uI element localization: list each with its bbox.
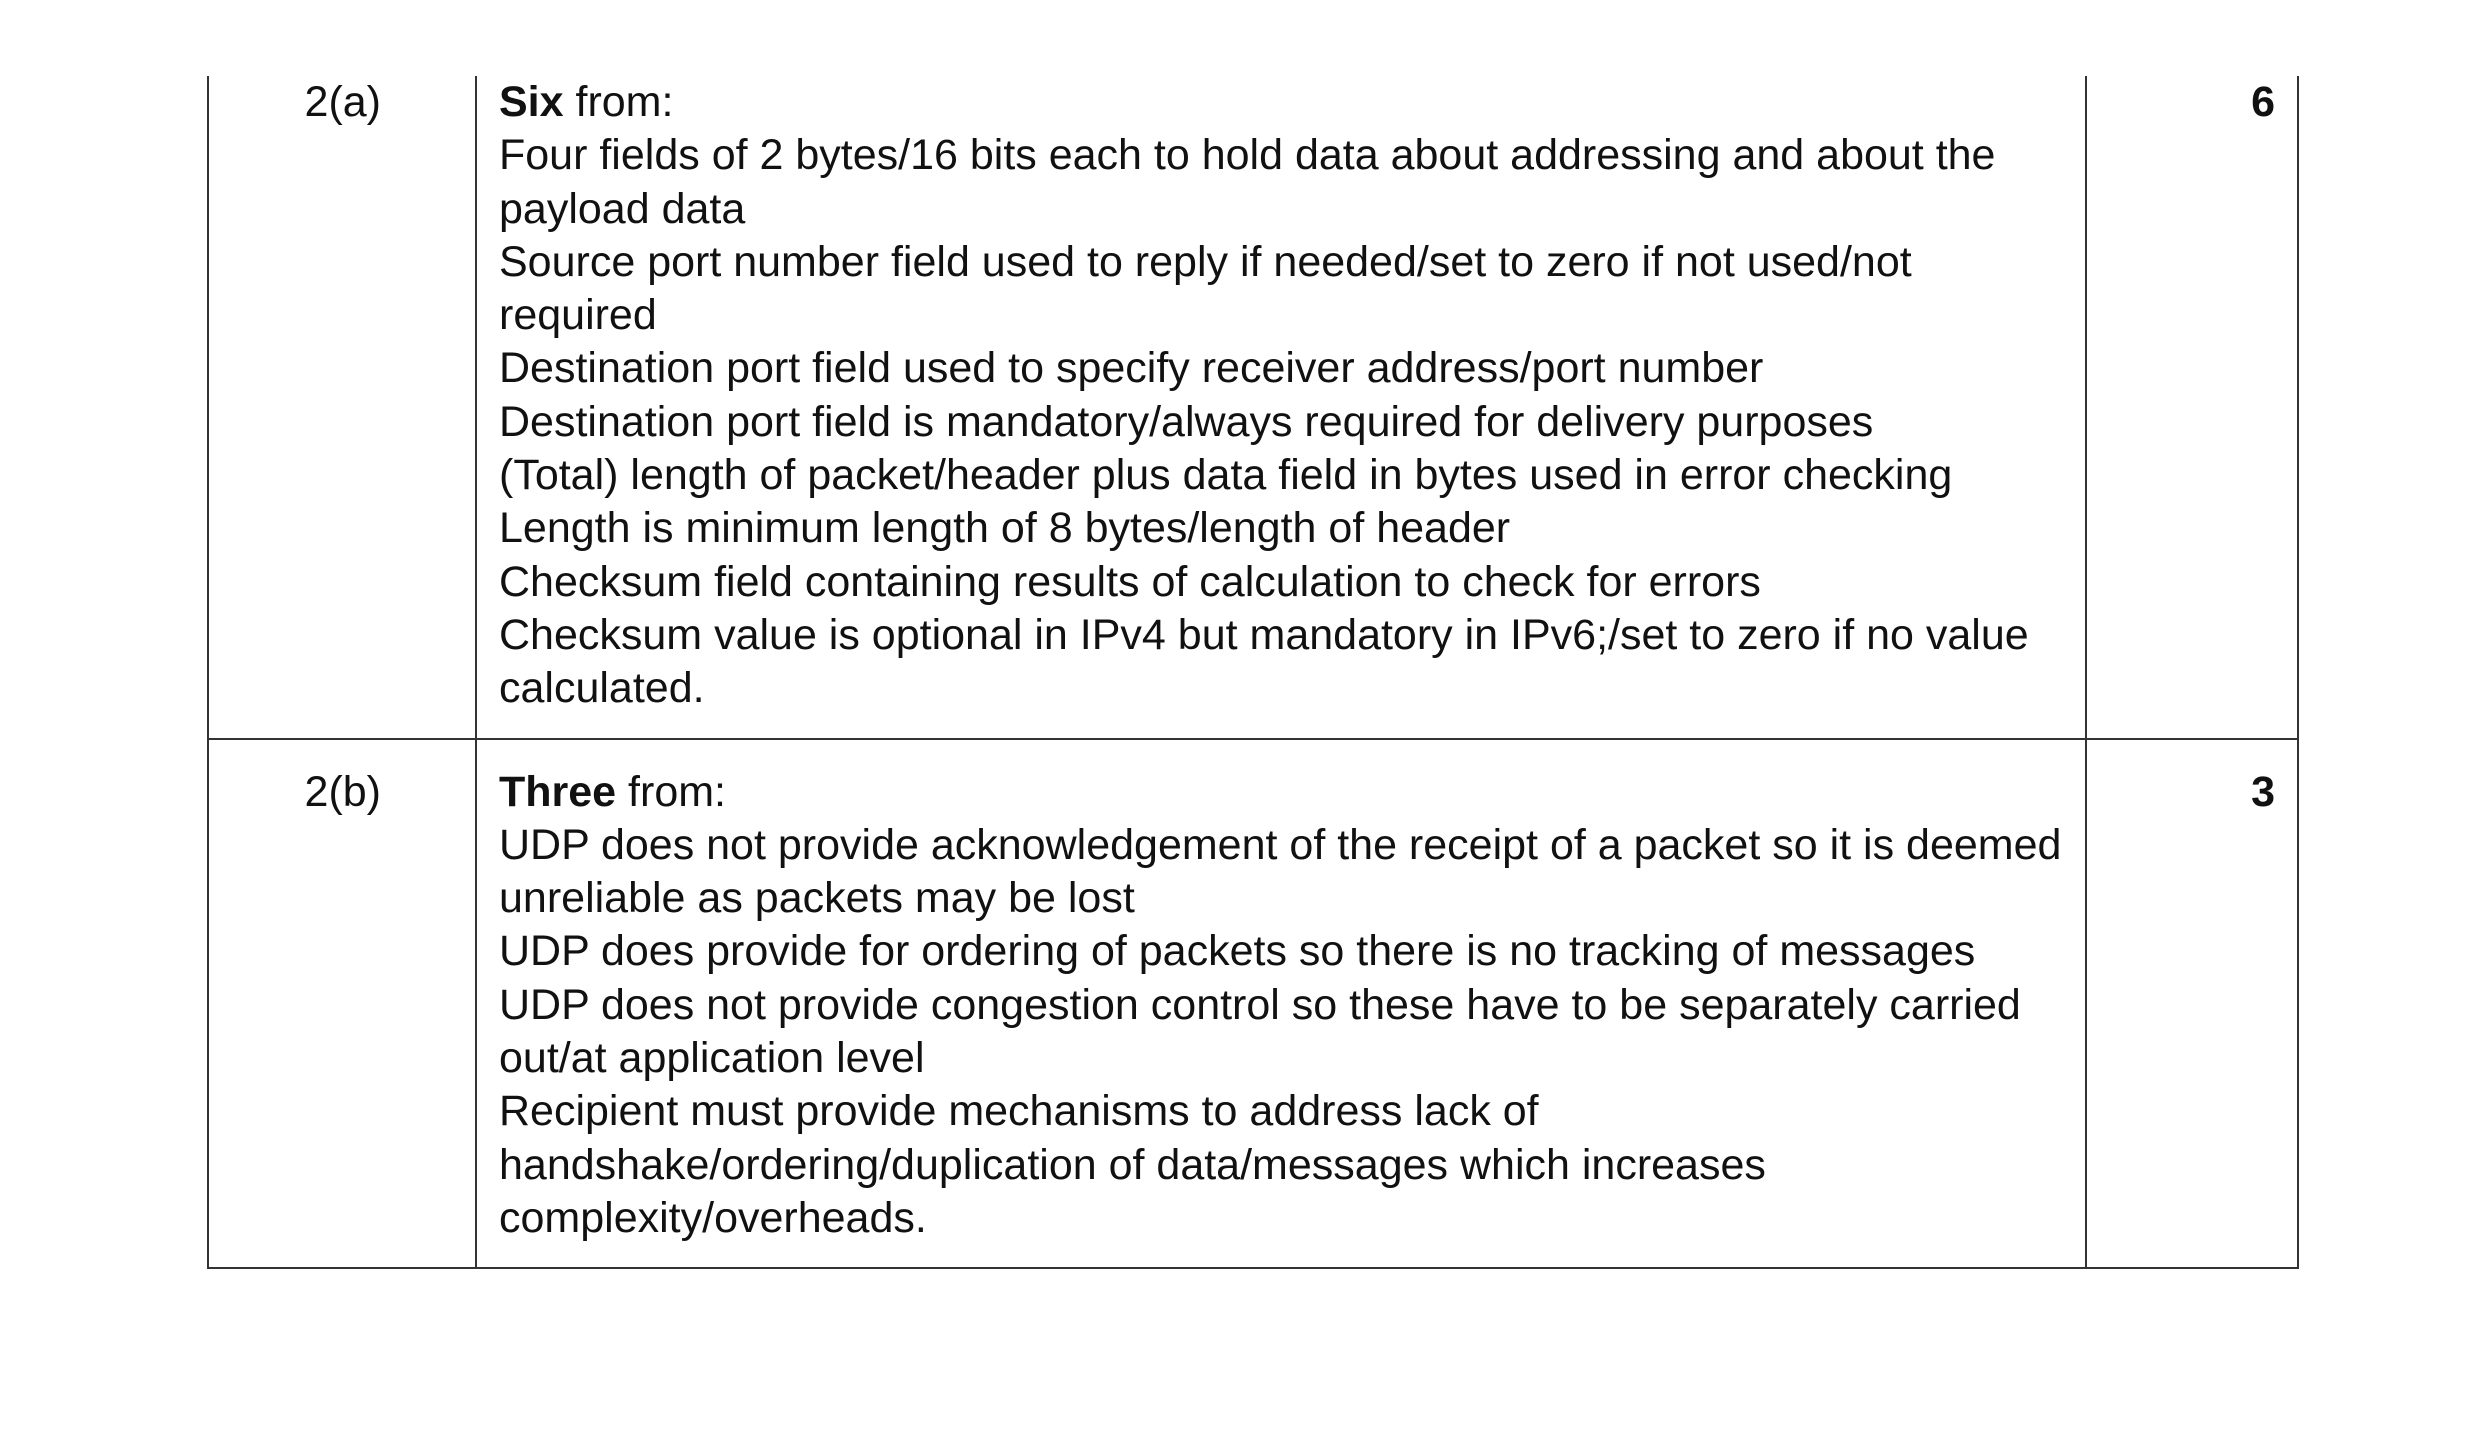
answer-point: Destination port field used to specify receiver address/port number (499, 344, 1764, 393)
answer-point: (Total) length of packet/header plus data field in bytes used in error checking (499, 451, 1953, 500)
answer-intro-count: Six (499, 78, 564, 126)
answer-point: Length is minimum length of 8 bytes/length of header (499, 504, 1511, 553)
answer-point: Source port number field used to reply if needed/set to zero if not used/not required (499, 237, 1912, 340)
table-row-2b (208, 739, 2298, 1269)
answer-intro-rest: from: (616, 767, 727, 816)
answer-intro-rest: from: (563, 78, 674, 126)
answer-intro-count: Three (499, 767, 617, 816)
marks-value: 6 (2086, 76, 2298, 739)
answer-point: Recipient must provide mechanisms to address lack of handshake/ordering/duplication of data/messages which increases complexity/overheads. (499, 1087, 1766, 1242)
question-number: 2(b) (208, 739, 476, 1269)
answer-point: Checksum value is optional in IPv4 but mandatory in IPv6;/set to zero if no value calculated. (499, 610, 2029, 713)
answer-point: Checksum field containing results of calculation to check for errors (499, 557, 1761, 606)
answer-intro (499, 766, 2065, 819)
answer-point: Four fields of 2 bytes/16 bits each to hold data about addressing and about the payload data (499, 131, 1996, 233)
marks-value: 3 (2086, 739, 2298, 1269)
answer-cell (476, 739, 2086, 1269)
answer-point: UDP does not provide acknowledgement of the receipt of a packet so it is deemed unreliable as packets may be lost (499, 820, 2062, 923)
answer-point: UDP does not provide congestion control so these have to be separately carried out/at application level (499, 980, 2021, 1083)
table-row-2a (208, 76, 2298, 739)
mark-scheme-table (207, 76, 2299, 1269)
answer-cell (476, 76, 2086, 739)
answer-intro (499, 76, 2065, 129)
question-number: 2(a) (208, 76, 476, 739)
answer-point: UDP does provide for ordering of packets so there is no tracking of messages (499, 927, 1976, 976)
answer-point: Destination port field is mandatory/always required for delivery purposes (499, 397, 1874, 446)
